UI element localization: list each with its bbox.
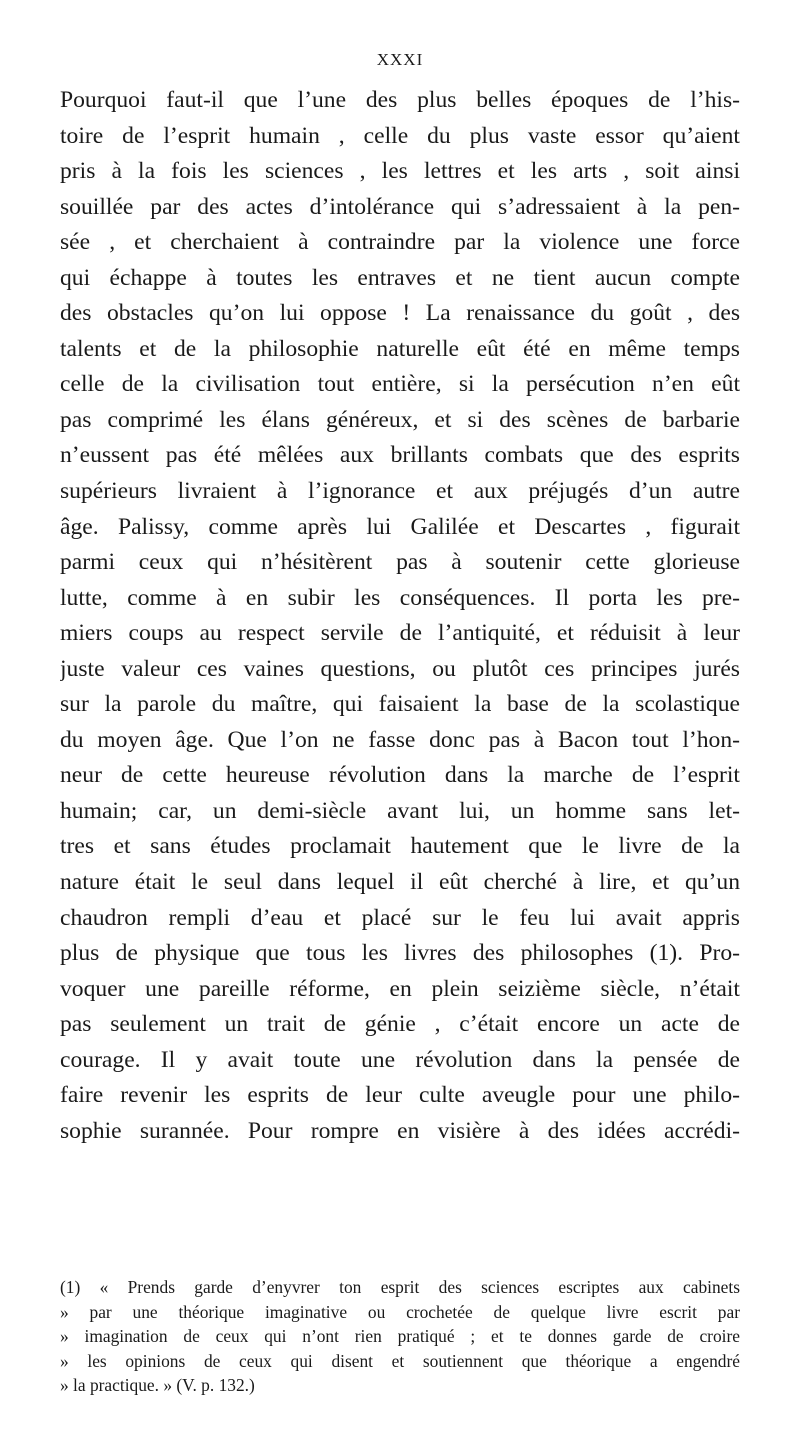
text-line: supérieurs livraient à l’ignorance et aux préjugés d’un autre <box>60 478 740 505</box>
text-line: sophie surannée. Pour rompre en visière à des idées accrédi- <box>60 1117 740 1144</box>
text-line: qui échappe à toutes les entraves et ne tient aucun compte <box>60 264 740 291</box>
text-line: âge. Palissy, comme après lui Galilée et Descartes , figurait <box>60 513 740 540</box>
footnote-line: » imagination de ceux qui n’ont rien pratiqué ; et te donnes garde de croire <box>60 1326 740 1346</box>
text-line: des obstacles qu’on lui oppose ! La renaissance du goût , des <box>60 300 740 327</box>
text-line: sur la parole du maître, qui faisaient la base de la scolastique <box>60 691 740 718</box>
text-line: parmi ceux qui n’hésitèrent pas à soutenir cette glorieuse <box>60 549 740 576</box>
text-line: chaudron rempli d’eau et placé sur le feu lui avait appris <box>60 904 740 931</box>
text-line: celle de la civilisation tout entière, si la persécution n’en eût <box>60 371 740 398</box>
text-line: sée , et cherchaient à contraindre par la violence une force <box>60 229 740 256</box>
text-line: plus de physique que tous les livres des philosophes (1). Pro- <box>60 940 740 967</box>
text-line: miers coups au respect servile de l’antiquité, et réduisit à leur <box>60 620 740 647</box>
footnote-line: » la practique. » (V. p. 132.) <box>60 1375 255 1395</box>
text-line: pris à la fois les sciences , les lettres et les arts , soit ainsi <box>60 158 740 185</box>
text-line: courage. Il y avait toute une révolution dans la pensée de <box>60 1046 740 1073</box>
text-line: du moyen âge. Que l’on ne fasse donc pas à Bacon tout l’hon- <box>60 726 740 753</box>
text-line: voquer une pareille réforme, en plein seizième siècle, n’était <box>60 975 740 1002</box>
text-line: lutte, comme à en subir les conséquences. Il porta les pre- <box>60 584 740 611</box>
footnote-line: » les opinions de ceux qui disent et soutiennent que théorique a engendré <box>60 1350 740 1371</box>
text-line: neur de cette heureuse révolution dans la marche de l’esprit <box>60 762 740 789</box>
text-line: humain; car, un demi-siècle avant lui, un homme sans let- <box>60 797 740 824</box>
text-line: nature était le seul dans lequel il eût cherché à lire, et qu’un <box>60 869 740 896</box>
page-number: XXXI <box>376 50 424 69</box>
footnote <box>60 1275 740 1398</box>
text-line: pas comprimé les élans généreux, et si des scènes de barbarie <box>60 406 740 433</box>
footnote-line: (1) « Prends garde d’enyvrer ton esprit des sciences escriptes aux cabinets <box>60 1277 740 1297</box>
text-line: Pourquoi faut-il que l’une des plus belles époques de l’his- <box>60 87 740 113</box>
text-line: juste valeur ces vaines questions, ou plutôt ces principes jurés <box>60 655 740 682</box>
text-line: tres et sans études proclamait hautement que le livre de la <box>60 833 740 860</box>
text-line: faire revenir les esprits de leur culte aveugle pour une philo- <box>60 1082 740 1109</box>
text-line: talents et de la philosophie naturelle eût été en même temps <box>60 335 740 362</box>
text-line: souillée par des actes d’intolérance qui s’adressaient à la pen- <box>60 193 740 220</box>
text-line: n’eussent pas été mêlées aux brillants combats que des esprits <box>60 442 740 469</box>
body-text <box>60 83 740 1149</box>
footnote-line: » par une théorique imaginative ou crochetée de quelque livre escrit par <box>60 1301 740 1322</box>
text-line: pas seulement un trait de génie , c’était encore un acte de <box>60 1011 740 1038</box>
text-line: toire de l’esprit humain , celle du plus vaste essor qu’aient <box>60 122 740 149</box>
